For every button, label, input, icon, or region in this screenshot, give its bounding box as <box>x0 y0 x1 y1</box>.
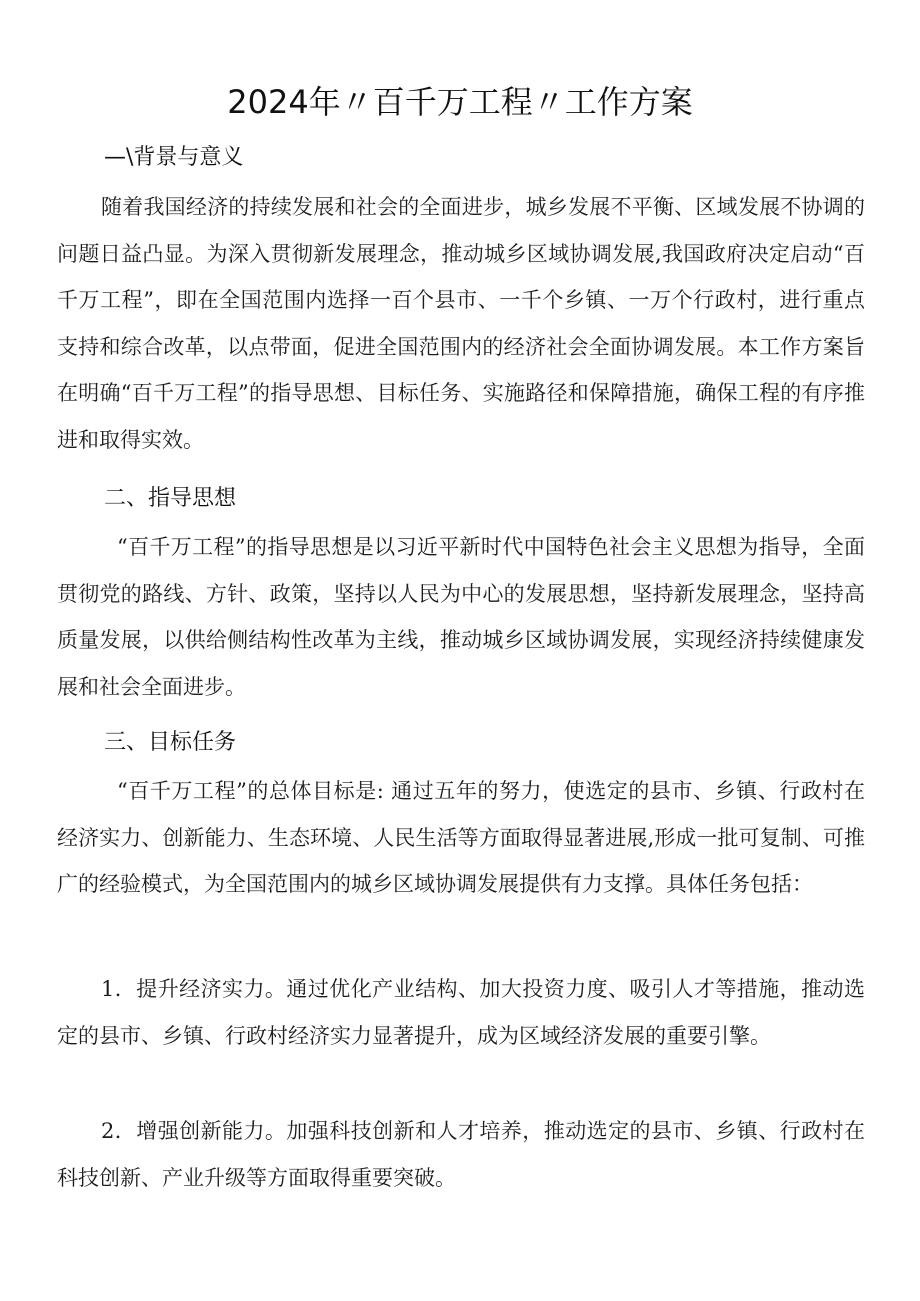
section-heading-guiding-ideology: 二、指导思想 <box>104 486 237 511</box>
document-title: 2024年〃百千万工程〃工作方案 <box>227 83 693 121</box>
paragraph-overall-goal: “百千万工程”的总体目标是: 通过五年的努力，使选定的县市、乡镇、行政村在经济实力、创新能力、生态环境、人民生活等方面取得显著进展,形成一批可复制、可推广的经验模式，为全国范围内的城乡区域协调发展提供有力支撑。具体任务包括： <box>57 779 865 896</box>
paragraph-guiding-ideology: “百千万工程”的指导思想是以习近平新时代中国特色社会主义思想为指导，全面贯彻党的路线、方针、政策，坚持以人民为中心的发展思想，坚持新发展理念，坚持高质量发展，以供给侧结构性改革为主线，推动城乡区域协调发展，实现经济持续健康发展和社会全面进步。 <box>57 535 865 699</box>
list-item-innovation-capacity: 2．增强创新能力。加强科技创新和人才培养，推动选定的县市、乡镇、行政村在科技创新、产业升级等方面取得重要突破。 <box>57 1119 865 1190</box>
section-heading-background: —\背景与意义 <box>104 145 244 170</box>
paragraph-background: 随着我国经济的持续发展和社会的全面进步，城乡发展不平衡、区域发展不协调的问题日益凸显。为深入贯彻新发展理念，推动城乡区域协调发展,我国政府决定启动“百千万工程”，即在全国范围内选择一百个县市、一千个乡镇、一万个行政村，进行重点支持和综合改革，以点带面，促进全国范围内的经济社会全面协调发展。本工作方案旨在明确“百千万工程”的指导思想、目标任务、实施路径和保障措施，确保工程的有序推进和取得实效。 <box>57 195 865 452</box>
section-heading-goals-tasks: 三、目标任务 <box>104 730 237 755</box>
list-item-economic-strength: 1．提升经济实力。通过优化产业结构、加大投资力度、吸引人才等措施，推动选定的县市、乡镇、行政村经济实力显著提升，成为区域经济发展的重要引擎。 <box>57 977 865 1048</box>
